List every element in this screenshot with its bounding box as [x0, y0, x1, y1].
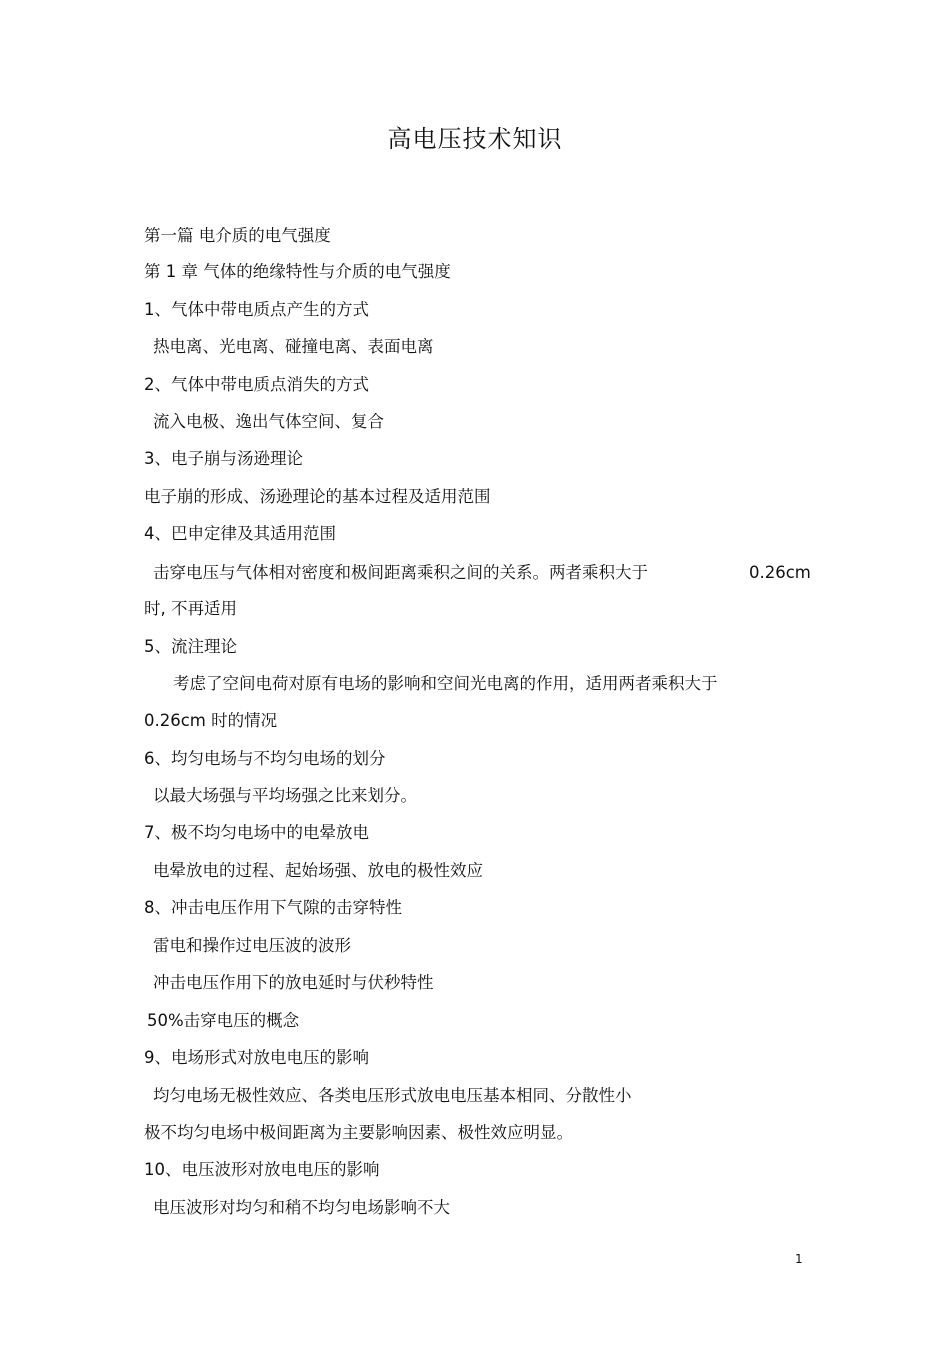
section-body-6: 以最大场强与平均场强之比来划分。: [153, 786, 417, 805]
chapter-heading: 第 1 章 气体的绝缘特性与介质的电气强度: [144, 262, 451, 281]
section-heading-8: 8、冲击电压作用下气隙的击穿特性: [144, 898, 402, 917]
section-body-2: 流入电极、逸出气体空间、复合: [153, 412, 384, 431]
section-body-9a: 均匀电场无极性效应、各类电压形式放电电压基本相同、分散性小: [153, 1086, 632, 1105]
section-body-1: 热电离、光电离、碰撞电离、表面电离: [153, 337, 434, 356]
section-heading-2: 2、气体中带电质点消失的方式: [144, 375, 369, 394]
part-heading: 第一篇 电介质的电气强度: [144, 226, 331, 245]
section-heading-3: 3、电子崩与汤逊理论: [144, 449, 303, 468]
section-body-5b: 0.26cm 时的情况: [144, 711, 278, 730]
section-body-8b: 冲击电压作用下的放电延时与伏秒特性: [153, 973, 434, 992]
section-heading-9: 9、电场形式对放电电压的影响: [144, 1048, 369, 1067]
section-body-7: 电晕放电的过程、起始场强、放电的极性效应: [153, 861, 483, 880]
section-body-3: 电子崩的形成、汤逊理论的基本过程及适用范围: [144, 487, 491, 506]
section-body-4b: 时, 不再适用: [144, 599, 237, 618]
document-title: 高电压技术知识: [387, 125, 563, 153]
section-body-9b: 极不均匀电场中极间距离为主要影响因素、极性效应明显。: [144, 1123, 573, 1142]
section-heading-5: 5、流注理论: [144, 637, 237, 656]
section-body-8a: 雷电和操作过电压波的波形: [153, 936, 351, 955]
section-heading-1: 1、气体中带电质点产生的方式: [144, 300, 369, 319]
section-heading-7: 7、极不均匀电场中的电晕放电: [144, 823, 369, 842]
section-body-5a: 考虑了空间电荷对原有电场的影响和空间光电离的作用，适用两者乘积大于: [173, 674, 718, 693]
section-heading-10: 10、电压波形对放电电压的影响: [144, 1160, 380, 1179]
section-body-4a: 击穿电压与气体相对密度和极间距离乘积之间的关系。两者乘积大于: [153, 563, 648, 582]
section-body-8c: 50%击穿电压的概念: [147, 1011, 300, 1030]
section-heading-4: 4、巴申定律及其适用范围: [144, 524, 336, 543]
page-number: 1: [795, 1252, 803, 1266]
section-body-4-value: 0.26cm: [749, 563, 811, 582]
section-heading-6: 6、均匀电场与不均匀电场的划分: [144, 749, 386, 768]
section-body-10: 电压波形对均匀和稍不均匀电场影响不大: [153, 1198, 450, 1217]
